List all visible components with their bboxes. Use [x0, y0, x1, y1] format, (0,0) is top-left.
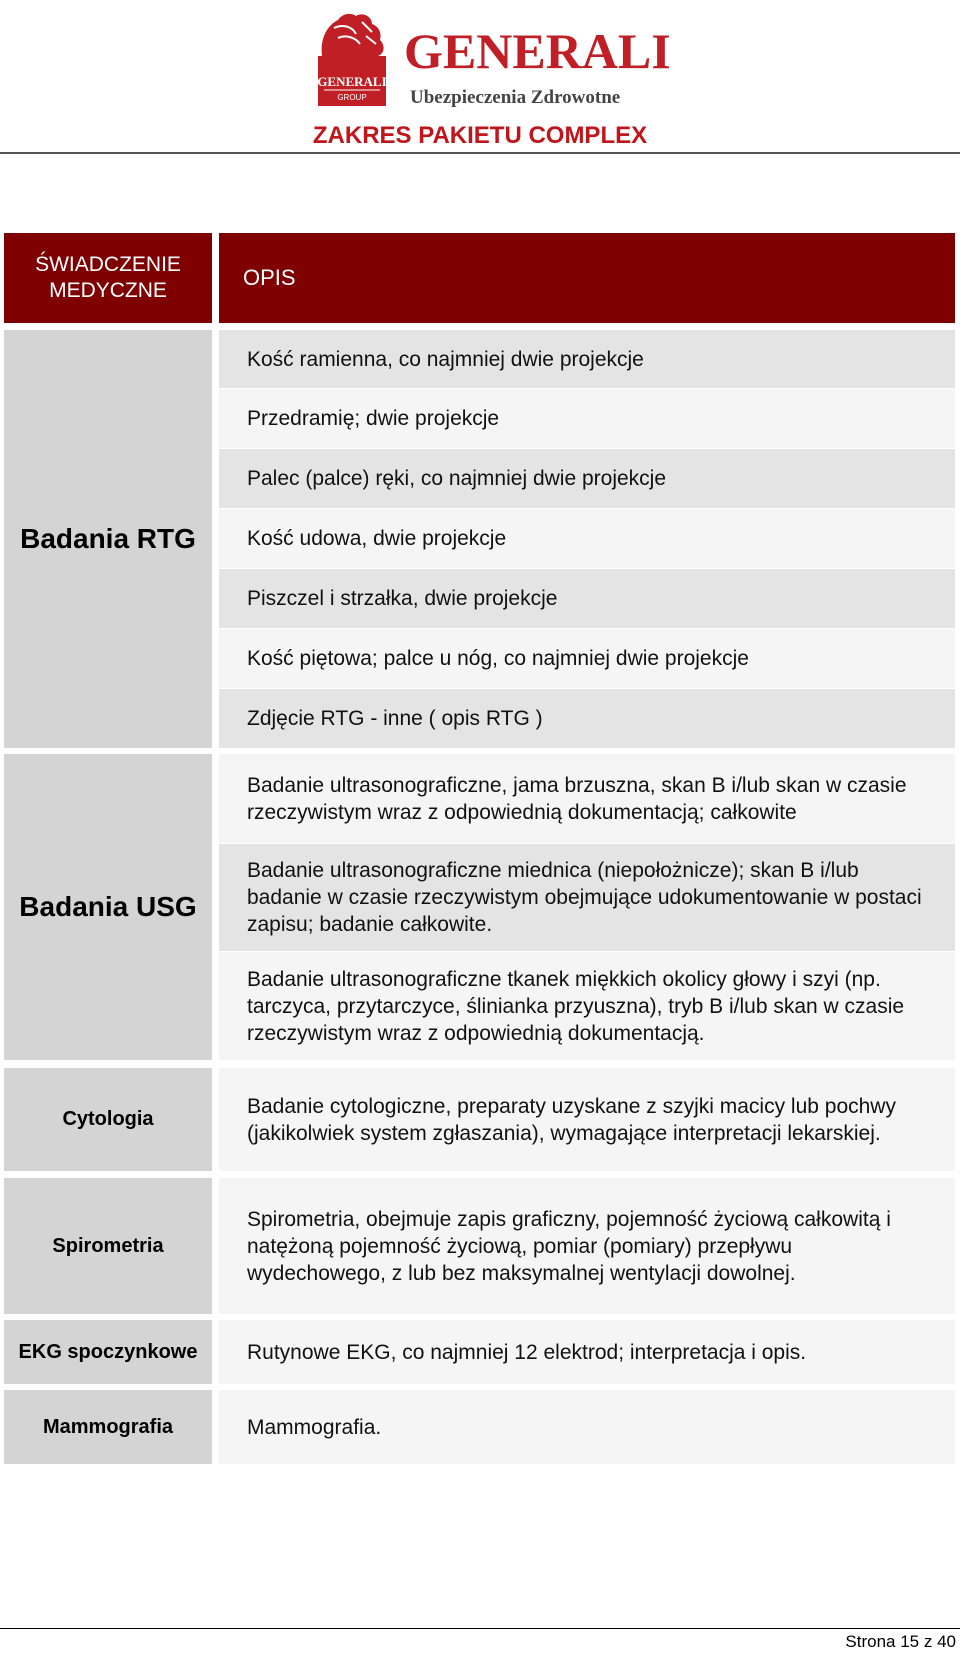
table-row: Spirometria, obejmuje zapis graficzny, pojemność życiową całkowitą i natężoną pojemność życiową, pomiar (pomiary) przepływu wydechowego, z lub bez maksymalnej wentylacji dowolnej. [219, 1178, 955, 1314]
table-row: Palec (palce) ręki, co najmniej dwie projekcje [219, 449, 955, 508]
table-row: Zdjęcie RTG - inne ( opis RTG ) [219, 689, 955, 748]
table-row: Kość piętowa; palce u nóg, co najmniej dwie projekcje [219, 629, 955, 688]
svg-text:GROUP: GROUP [337, 93, 367, 102]
table-row: Badanie cytologiczne, preparaty uzyskane z szyjki macicy lub pochwy (jakikolwiek system zgłaszania), wymagające interpretacji lekarskiej. [219, 1068, 955, 1171]
footer-divider [0, 1628, 960, 1629]
category-badania-rtg: Badania RTG [4, 330, 212, 748]
generali-lion-logo-icon [312, 10, 392, 108]
category-mammografia: Mammografia [4, 1390, 212, 1464]
brand-subtitle: Ubezpieczenia Zdrowotne [410, 87, 621, 108]
column-header-service: ŚWIADCZENIE MEDYCZNE [4, 233, 212, 323]
page-header [0, 0, 960, 156]
page-title: ZAKRES PAKIETU COMPLEX [312, 122, 648, 149]
table-row: Piszczel i strzałka, dwie projekcje [219, 569, 955, 628]
table-row: Badanie ultrasonograficzne miednica (niepołożnicze); skan B i/lub badanie w czasie rzeczywistym obejmujące udokumentowanie w postaci zapisu; badanie całkowite. [219, 844, 955, 951]
table-row: Rutynowe EKG, co najmniej 12 elektrod; interpretacja i opis. [219, 1320, 955, 1384]
category-ekg-spoczynkowe: EKG spoczynkowe [4, 1320, 212, 1384]
table-row: Badanie ultrasonograficzne tkanek miękkich okolicy głowy i szyi (np. tarczyca, przytarczyce, ślinianka przyuszna), tryb B i/lub skan w czasie rzeczywistym wraz z odpowiednią dokumentacją. [219, 952, 955, 1060]
table-row: Przedramię; dwie projekcje [219, 389, 955, 448]
category-spirometria: Spirometria [4, 1178, 212, 1314]
logo-text: GENERALI [317, 74, 387, 89]
column-header-description: OPIS [219, 233, 955, 323]
table-row: Badanie ultrasonograficzne, jama brzuszna, skan B i/lub skan w czasie rzeczywistym wraz z odpowiednią dokumentacją; całkowite [219, 754, 955, 843]
table-row: Kość ramienna, co najmniej dwie projekcje [219, 330, 955, 388]
table-row: Kość udowa, dwie projekcje [219, 509, 955, 568]
table-row: Mammografia. [219, 1390, 955, 1464]
header-divider [0, 152, 960, 154]
category-cytologia: Cytologia [4, 1068, 212, 1171]
category-badania-usg: Badania USG [4, 754, 212, 1060]
brand-name: GENERALI [404, 23, 671, 79]
page-number: Strona 15 z 40 [845, 1632, 956, 1651]
